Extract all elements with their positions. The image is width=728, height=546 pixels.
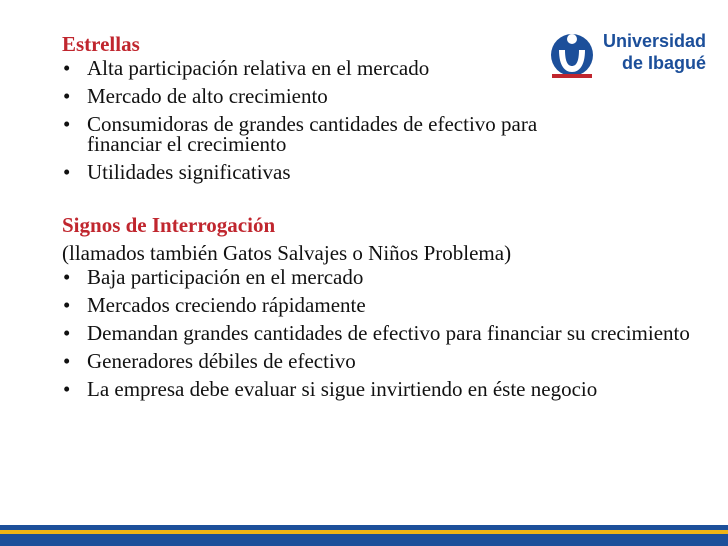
university-name-line2: de Ibagué [621, 53, 706, 73]
heading-signos-interrogacion: Signos de Interrogación [62, 213, 276, 237]
list-item: • Baja participación en el mercado [62, 267, 692, 287]
list-item: • Generadores débiles de efectivo [62, 351, 692, 371]
heading-estrellas: Estrellas [62, 32, 140, 56]
list-item: • Alta participación relativa en el mercado [62, 58, 692, 78]
university-name-line1: Universidad [602, 31, 706, 51]
bullet-list-estrellas [62, 58, 692, 182]
list-item: • Consumidoras de grandes cantidades de efectivo para financiar el crecimiento [62, 114, 607, 154]
footer-stripe-blue-bottom [0, 534, 728, 546]
list-item: • Mercado de alto crecimiento [62, 86, 692, 106]
list-item: • Utilidades significativas [62, 162, 692, 182]
list-item: • La empresa debe evaluar si sigue invirtiendo en éste negocio [62, 379, 607, 399]
list-item: • Mercados creciendo rápidamente [62, 295, 692, 315]
subtitle-signos-interrogacion: (llamados también Gatos Salvajes o Niños Problema) [62, 241, 512, 265]
slide-body [62, 30, 692, 407]
bullet-list-signos-interrogacion [62, 267, 692, 399]
list-item: • Demandan grandes cantidades de efectivo para financiar su crecimiento [62, 323, 692, 343]
